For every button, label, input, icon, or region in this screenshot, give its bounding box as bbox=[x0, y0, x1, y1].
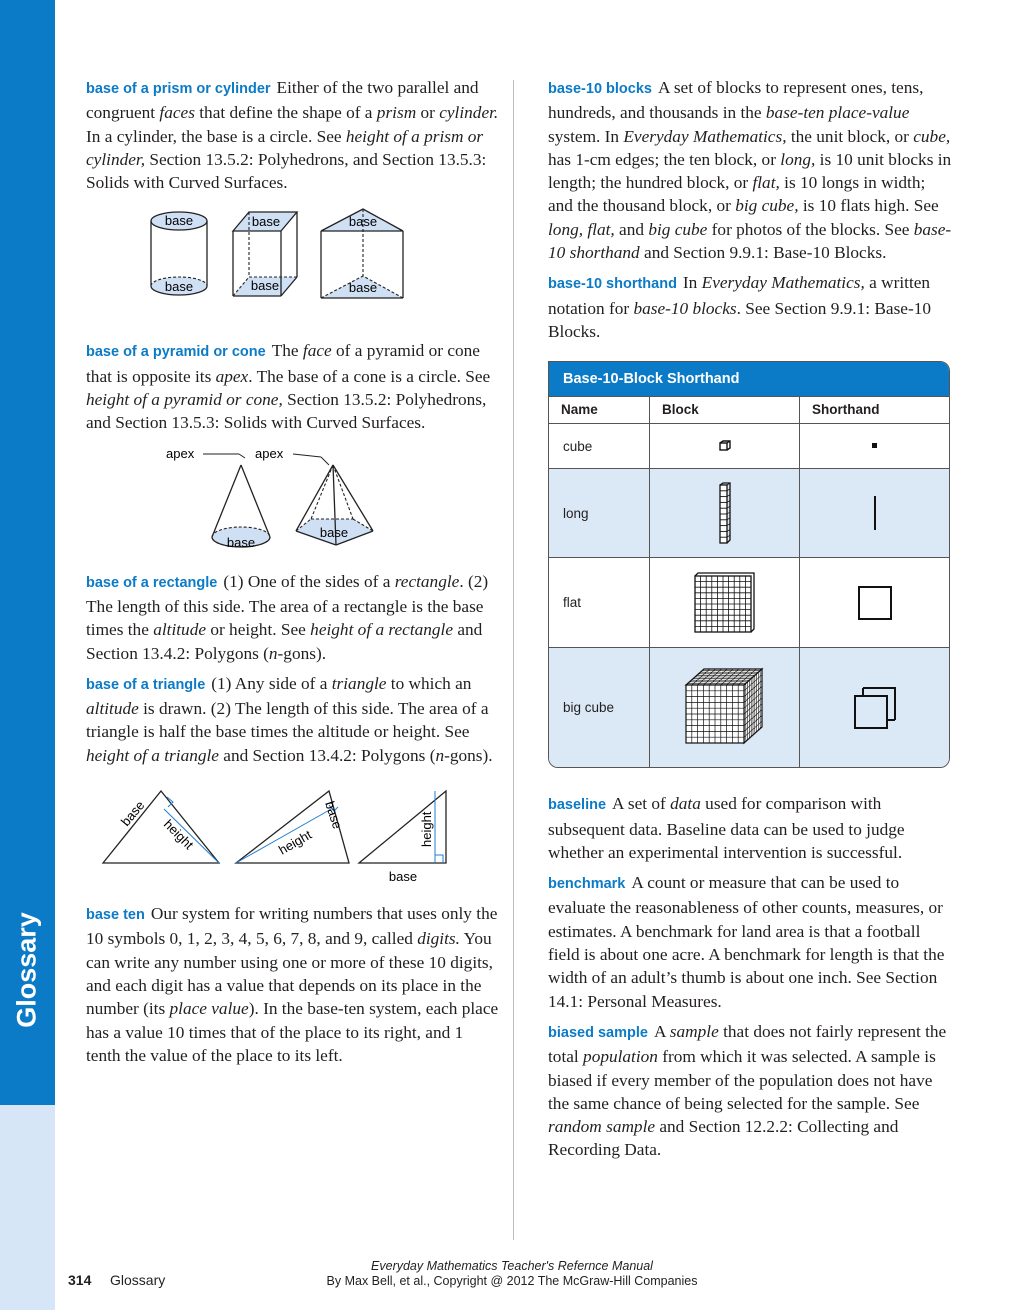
page-number: 314 bbox=[68, 1272, 92, 1288]
square-shorthand-icon bbox=[799, 558, 949, 647]
triangle3-height-label: height bbox=[419, 811, 434, 848]
triangle2-base-label: base bbox=[322, 799, 346, 831]
row-name: flat bbox=[563, 595, 582, 611]
entry-base-of-pyramid: base of a pyramid or cone The face of a pyramid or cone that is opposite its apex. The base of a cone is a circle. See height of a pyramid or cone, Section 13.5.2: Polyhedrons, and Section 13.5.3: Solids with Curved Surfaces. bbox=[86, 341, 491, 433]
table-row bbox=[549, 423, 949, 468]
entry-base-10-blocks: base-10 blocks A set of blocks to represent ones, tens, hundreds, and thousands in the base-ten place-value system. In Everyday Mathematics, the unit block, or cube, has 1-cm edges; the ten block, or long, is 10 unit blocks in length; the hundred block, or flat, is 10 longs in width; and the thousand block, or big cube, is 10 flats high. See long, flat, and big cube for photos of the blocks. See base-10 shorthand and Section 9.9.1: Base-10 Blocks. bbox=[548, 78, 952, 263]
flat-grid-icon bbox=[649, 558, 799, 647]
entry-term: biased sample bbox=[548, 1024, 648, 1041]
footer-section: Glossary bbox=[110, 1272, 166, 1288]
cylinder-figure bbox=[151, 212, 207, 295]
triangle1-height-label: height bbox=[160, 816, 197, 853]
row-name: big cube bbox=[563, 700, 615, 716]
entry-base-of-rectangle: base of a rectangle (1) One of the sides of a rectangle. (2) The length of this side. The area of a rectangle is the base times the altitude or height. See height of a rectangle and Section 13.4.2: Polygons (n-gons). bbox=[86, 571, 489, 663]
entry-term: base-10 shorthand bbox=[548, 276, 677, 293]
pyramid-apex-label: apex bbox=[255, 445, 284, 461]
table-row bbox=[549, 647, 949, 767]
cone-base-label: base bbox=[226, 534, 256, 550]
table-row bbox=[549, 468, 949, 557]
cone-apex-label: apex bbox=[166, 445, 195, 461]
entry-term: base of a rectangle bbox=[86, 574, 218, 591]
entry-base-of-prism: base of a prism or cylinder Either of the two parallel and congruent faces that define the shape of a prism or cylinder. In a cylinder, the base is a circle. See height of a prism or cylinder, Section 13.5.2: Polyhedrons, and Section 13.5.3: Solids with Curved Surfaces. bbox=[86, 78, 499, 193]
dot-shorthand-icon bbox=[799, 424, 949, 468]
pyramid-figure bbox=[296, 465, 373, 545]
row-name: cube bbox=[563, 438, 593, 454]
entry-biased-sample: biased sample A sample that does not fairly represent the total population from which it was selected. A sample is biased if every member of the population does not have the same chance of being selected for the sample. See random sample and Section 12.2.2: Collecting and Recording Data. bbox=[548, 1021, 947, 1160]
entry-base-ten: base ten Our system for writing numbers that uses only the 10 symbols 0, 1, 2, 3, 4, 5, 6, 7, 8, and 9, called digits. You can write any number using one or more of these 10 digits, and each digit has a value that depends on its place in the number (its place value). In the base-ten system, each place has a value 10 times that of the place to its right, and 1 tenth the value of the place to its left. bbox=[86, 904, 499, 1065]
sidebar-label: Glossary bbox=[11, 912, 42, 1028]
entry-baseline: baseline A set of data used for comparison with subsequent data. Baseline data can be used to judge whether an experimental intervention is successful. bbox=[548, 794, 905, 862]
entry-base-of-triangle: base of a triangle (1) Any side of a triangle to which an altitude is drawn. (2) The length of this side. The area of a triangle is half the base times the altitude or height. See height of a triangle and Section 13.4.2: Polygons (n-gons). bbox=[86, 673, 493, 765]
triangle3-base-label: base bbox=[388, 869, 418, 885]
footer-copyright: By Max Bell, et al., Copyright @ 2012 The McGraw-Hill Companies bbox=[326, 1274, 698, 1288]
triangular-prism-figure bbox=[321, 209, 403, 298]
big-cube-icon bbox=[649, 648, 799, 767]
pyramid-cone-figure bbox=[161, 445, 401, 557]
left-column bbox=[86, 75, 501, 1067]
tri-prism-top-base-label: base bbox=[348, 214, 378, 230]
prism-bottom-base-label: base bbox=[250, 278, 280, 294]
pyramid-base-label: base bbox=[319, 524, 349, 540]
entry-term: base ten bbox=[86, 907, 145, 924]
triangle-1 bbox=[103, 791, 219, 863]
cylinder-top-base-label: base bbox=[164, 213, 194, 229]
entry-term: base-10 blocks bbox=[548, 81, 652, 97]
row-name: long bbox=[563, 505, 589, 521]
prism-top-base-label: base bbox=[251, 214, 281, 230]
double-square-shorthand-icon bbox=[799, 648, 949, 767]
header-block: Block bbox=[649, 397, 799, 423]
triangle-2 bbox=[236, 791, 349, 863]
table-row bbox=[549, 557, 949, 647]
prism-cylinder-figure bbox=[141, 206, 471, 316]
entry-benchmark: benchmark A count or measure that can be used to evaluate the reasonableness of other counts, measures, or estimates. A benchmark for land area is that a football field is about one acre. A benchmark for length is that the width of an adult’s thumb is about one inch. See Section 14.1: Personal Measures. bbox=[548, 873, 945, 1011]
triangle1-base-label: base bbox=[117, 797, 148, 829]
table-title: Base-10-Block Shorthand bbox=[549, 362, 949, 396]
base-10-shorthand-table bbox=[548, 361, 950, 768]
vertical-line-shorthand-icon bbox=[799, 469, 949, 557]
cylinder-bottom-base-label: base bbox=[164, 279, 194, 295]
entry-term: base of a triangle bbox=[86, 676, 206, 693]
header-shorthand: Shorthand bbox=[799, 397, 949, 423]
entry-term: benchmark bbox=[548, 876, 626, 893]
entry-term: base of a prism or cylinder bbox=[86, 81, 271, 97]
header-name: Name bbox=[561, 402, 598, 418]
triangle-3 bbox=[359, 791, 446, 884]
long-rod-icon bbox=[649, 469, 799, 557]
unit-cube-icon bbox=[649, 424, 799, 468]
right-column bbox=[548, 75, 953, 1162]
entry-term: base of a pyramid or cone bbox=[86, 344, 266, 361]
triangle-figure bbox=[101, 789, 501, 885]
entry-base-10-shorthand: base-10 shorthand In Everyday Mathematics, a written notation for base-10 blocks. See Section 9.9.1: Base-10 Blocks. bbox=[548, 273, 932, 341]
rectangular-prism-figure bbox=[233, 212, 297, 296]
cone-figure bbox=[212, 465, 270, 550]
column-divider bbox=[513, 80, 514, 1240]
footer-book-title: Everyday Mathematics Teacher's Refernce Manual bbox=[371, 1259, 653, 1273]
triangle2-height-label: height bbox=[276, 826, 315, 858]
table-header-row bbox=[549, 396, 949, 423]
entry-term: baseline bbox=[548, 797, 607, 814]
footer-credit bbox=[212, 1259, 812, 1289]
tri-prism-bottom-base-label: base bbox=[348, 280, 378, 296]
